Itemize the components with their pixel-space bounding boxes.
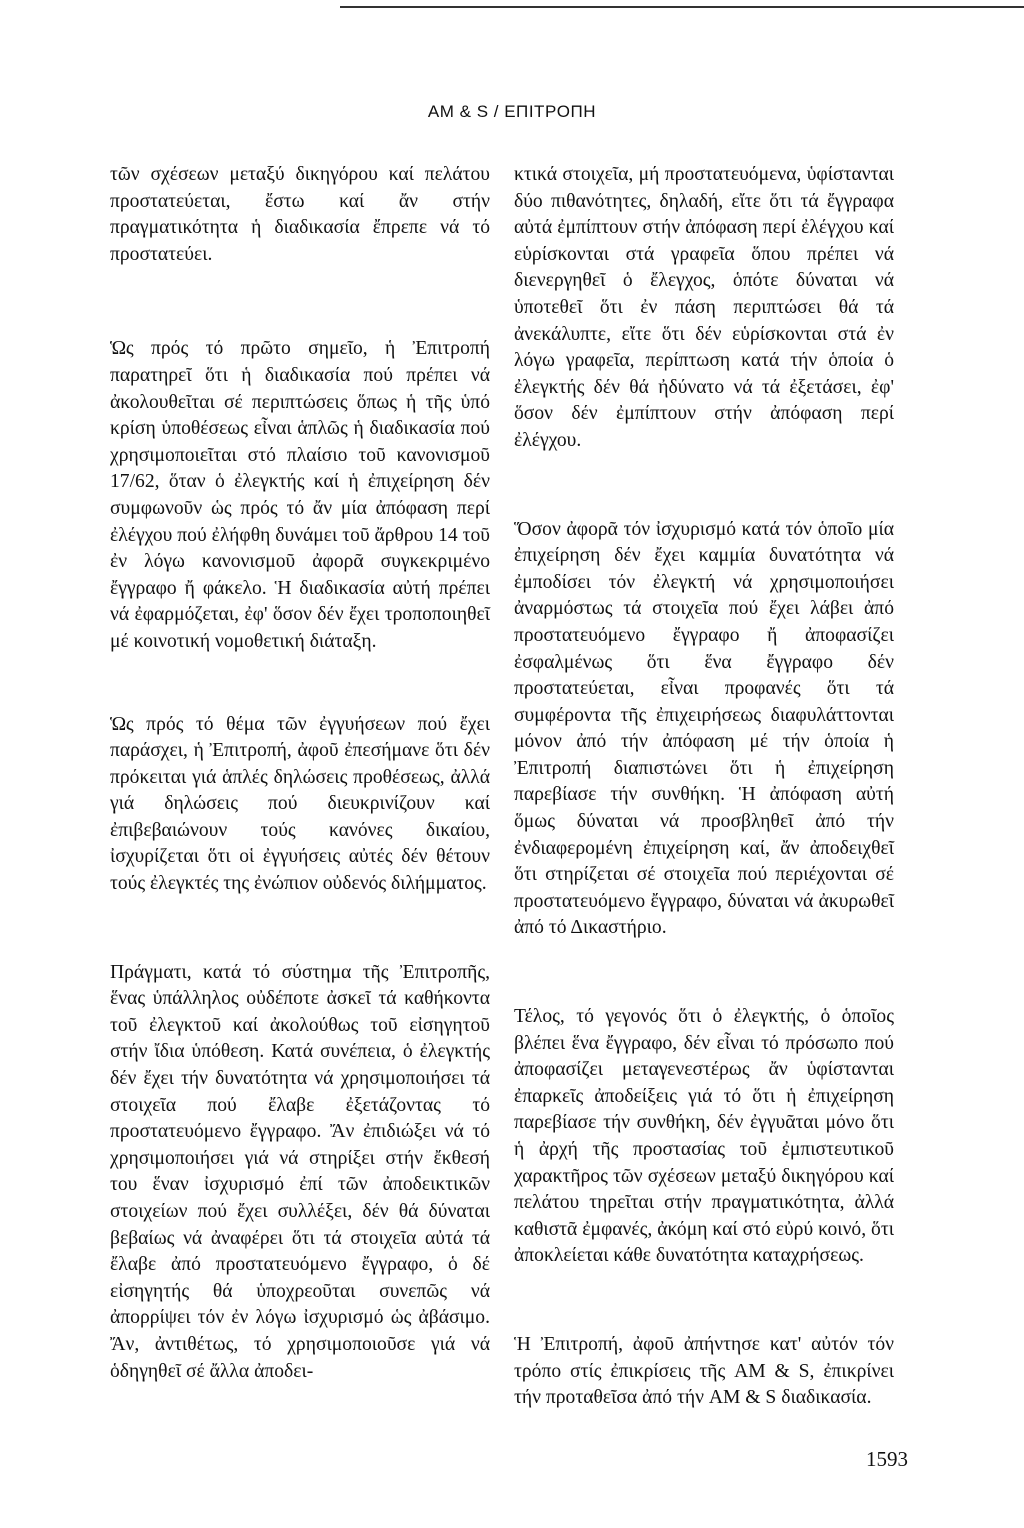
left-paragraph-2: Ὡς πρός τό πρῶτο σημεῖο, ἡ Ἐπιτροπή παρατηρεῖ ὅτι ἡ διαδικασία πού πρέπει νά ἀκολουθεῖται σέ περιπτώσεις ὅπως ἡ τῆς ὑπό κρίση ὑποθέσεως εἶναι ἁπλῶς ἡ διαδικασία πού χρησιμοποιεῖται στό πλαίσιο τοῦ κανονισμοῦ 17/62, ὅταν ὁ ἐλεγκτής καί ἡ ἐπιχείρηση δέν συμφωνοῦν ὡς πρός τό ἄν μία ἀπόφαση περί ἐλέγχου πού ἐλήφθη δυνάμει τοῦ ἄρθρου 14 τοῦ ἐν λόγω κανονισμοῦ ἀφορᾶ συγκεκριμένο ἔγγραφο ἤ φάκελο. Ἡ διαδικασία αὐτή πρέπει νά ἐφαρμόζεται, ἐφ' ὅσον δέν ἔχει τροποποιηθεῖ μέ κοινοτική νομοθετική διάταξη. <box>110 338 490 652</box>
running-head: AM & S / ΕΠΙΤΡΟΠΗ <box>427 102 597 121</box>
left-paragraph-3: Ὡς πρός τό θέμα τῶν ἐγγυήσεων πού ἔχει παράσχει, ἡ Ἐπιτροπή, ἀφοῦ ἐπεσήμανε ὅτι δέν πρόκειται γιά ἁπλές δηλώσεις προθέσεως, ἀλλά γιά δηλώσεις πού διευκρινίζουν καί ἐπιβεβαιώνουν τούς κανόνες δικαίου, ἰσχυρίζεται ὅτι οἱ ἐγγυήσεις αὐτές δέν θέτουν τούς ἐλεγκτές της ἐνώπιον οὐδενός διλήμματος. <box>110 713 490 895</box>
page-number: 1593 <box>866 1447 908 1471</box>
left-paragraph-1: τῶν σχέσεων μεταξύ δικηγόρου καί πελάτου προστατεύεται, ἔστω καί ἄν στήν πραγματικότητα ἡ διαδικασία ἔπρεπε νά τό προστατεύει. <box>110 164 490 265</box>
left-column <box>110 162 490 1385</box>
right-paragraph-2: Ὅσον ἀφορᾶ τόν ἰσχυρισμό κατά τόν ὁποῖο μία ἐπιχείρηση δέν ἔχει καμμία δυνατότητα νά ἐμποδίσει τόν ἐλεγκτή νά χρησιμοποιήσει ἀναρμόστως τά στοιχεῖα πού ἔχει λάβει ἀπό προστατευόμενο ἔγγραφο ἤ ἀποφασίζει ἐσφαλμένως ὅτι ἕνα ἔγγραφο δέν προστατεύεται, εἶναι προφανές ὅτι τά συμφέροντα τῆς ἐπιχειρήσεως διαφυλάττονται μόνον ἀπό τήν ἀπόφαση μέ τήν ὁποία ἡ Ἐπιτροπή διαπιστώνει ὅτι ἡ ἐπιχείρηση παρεβίασε τήν συνθήκη. Ἡ ἀπόφαση αὐτή ὅμως δύναται νά προσβληθεῖ ἀπό τήν ἐνδιαφερομένη ἐπιχείρηση καί, ἄν ἀποδειχθεῖ ὅτι στηρίζεται σέ στοιχεῖα πού περιέχονται σέ προστατευόμενο ἔγγραφο, δύναται νά ἀκυρωθεῖ ἀπό τό Δικαστήριο. <box>514 518 894 939</box>
left-paragraph-4: Πράγματι, κατά τό σύστημα τῆς Ἐπιτροπῆς, ἕνας ὑπάλληλος οὐδέποτε ἀσκεῖ τά καθήκοντα τοῦ ἐλεγκτοῦ καί ἀκολούθως τοῦ εἰσηγητοῦ στήν ἴδια ὑπόθεση. Κατά συνέπεια, ὁ ἐλεγκτής δέν ἔχει τήν δυνατότητα νά χρησιμοποιήσει τά στοιχεῖα πού ἔλαβε ἐξετάζοντας τό προστατευόμενο ἔγγραφο. Ἄν ἐπιδιώξει νά τό χρησιμοποιήσει γιά νά στηρίξει στήν ἔκθεσή του ἕναν ἰσχυρισμό ἐπί τῶν ἀποδεικτικῶν στοιχείων πού ἔχει συλλέξει, δέν θά δύναται βεβαίως νά ἀναφέρει ὅτι τά στοιχεῖα αὐτά τά ἔλαβε ἀπό προστατευόμενο ἔγγραφο, ὁ δέ εἰσηγητής θά ὑποχρεοῦται συνεπῶς νά ἀπορρίψει τόν ἐν λόγω ἰσχυρισμό ὡς ἀβάσιμο. Ἄν, ἀντιθέτως, τό χρησιμοποιοῦσε γιά νά ὁδηγηθεῖ σέ ἄλλα ἀποδει- <box>110 961 490 1382</box>
right-paragraph-4: Ἡ Ἐπιτροπή, ἀφοῦ ἀπήντησε κατ' αὐτόν τόν τρόπο στίς ἐπικρίσεις τῆς AM & S, ἐπικρίνει τήν προταθεῖσα ἀπό τήν AM & S διαδικασία. <box>514 1333 894 1409</box>
right-paragraph-1: κτικά στοιχεῖα, μή προστατευόμενα, ὑφίστανται δύο πιθανότητες, δηλαδή, εἴτε ὅτι τά ἔγγραφα αὐτά ἐμπίπτουν στήν ἀπόφαση περί ἐλέγχου καί εὑρίσκονται στά γραφεῖα ὅπου πρέπει νά διενεργηθεῖ ὁ ἔλεγχος, ὁπότε δύναται νά ὑποτεθεῖ ὅτι ἐν πάση περιπτώσει θά τά ἀνεκάλυπτε, εἴτε ὅτι δέν εὑρίσκονται στά ἐν λόγω γραφεῖα, περίπτωση κατά τήν ὁποία ὁ ἐλεγκτής δέν θά ἠδύνατο νά τά ἐξετάσει, ἐφ' ὅσον δέν ἐμπίπτουν στήν ἀπόφαση περί ἐλέγχου. <box>514 164 894 451</box>
right-paragraph-3: Τέλος, τό γεγονός ὅτι ὁ ἐλεγκτής, ὁ ὁποῖος βλέπει ἕνα ἔγγραφο, δέν εἶναι τό πρόσωπο πού ἀποφασίζει μεταγενεστέρως ἄν ὑφίστανται ἐπαρκεῖς ἀποδείξεις γιά τό ὅτι ἡ ἐπιχείρηση παρεβίασε τήν συνθήκη, δέν ἐγγυᾶται μόνο ὅτι ἡ ἀρχή τῆς προστασίας τοῦ ἐμπιστευτικοῦ χαρακτῆρος τῶν σχέσεων μεταξύ δικηγόρου καί πελάτου τηρεῖται στήν πραγματικότητα, ἀλλά καθιστᾶ ἐμφανές, ἀκόμη καί στό εὐρύ κοινό, ὅτι ἀποκλείεται κάθε δυνατότητα καταχρήσεως. <box>514 1006 894 1267</box>
top-rule <box>340 6 1024 8</box>
right-column <box>514 162 894 1412</box>
